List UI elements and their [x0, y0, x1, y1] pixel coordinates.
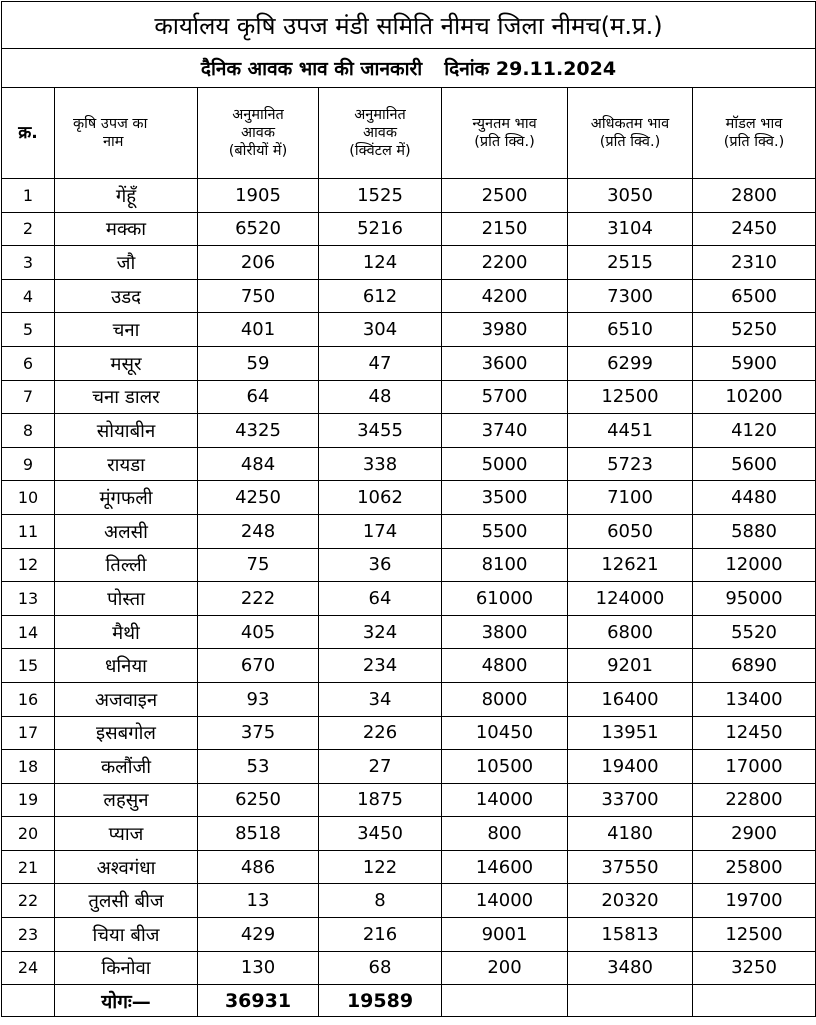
- arrival-bags-cell: 6520: [198, 212, 319, 246]
- arrival-quintal-cell: 338: [319, 447, 442, 481]
- modal-price-cell: 5600: [693, 447, 816, 481]
- modal-price-cell: 6500: [693, 279, 816, 313]
- header-modal-price: [693, 88, 816, 179]
- max-price-cell: 13951: [568, 716, 693, 750]
- arrival-quintal-cell: 124: [319, 246, 442, 280]
- table-row: [2, 918, 816, 952]
- min-price-cell: 3740: [442, 414, 568, 448]
- crop-name-cell: सोयाबीन: [55, 414, 198, 448]
- modal-price-cell: 17000: [693, 750, 816, 784]
- min-price-cell: 2200: [442, 246, 568, 280]
- arrival-bags-cell: 375: [198, 716, 319, 750]
- header-arrival-quintal-line-1: अनुमानित: [354, 107, 406, 123]
- crop-name-cell: मक्का: [55, 212, 198, 246]
- arrival-bags-cell: 59: [198, 346, 319, 380]
- serial-cell: 7: [2, 380, 55, 414]
- table-row: [2, 514, 816, 548]
- subtitle-text: दैनिक आवक भाव की जानकारी: [200, 58, 423, 80]
- crop-name-cell: अजवाइन: [55, 682, 198, 716]
- table-row: [2, 951, 816, 985]
- header-serial: क्र.: [2, 88, 55, 179]
- min-price-cell: 4800: [442, 649, 568, 683]
- serial-cell: 3: [2, 246, 55, 280]
- modal-price-cell: 12000: [693, 548, 816, 582]
- max-price-cell: 3050: [568, 179, 693, 213]
- crop-name-cell: रायडा: [55, 447, 198, 481]
- min-price-cell: 800: [442, 817, 568, 851]
- table-row: [2, 346, 816, 380]
- modal-price-cell: 5900: [693, 346, 816, 380]
- min-price-cell: 4200: [442, 279, 568, 313]
- min-price-cell: 8100: [442, 548, 568, 582]
- header-arrival-bags-line-3: (बोरीयों में): [228, 143, 288, 159]
- table-row: [2, 279, 816, 313]
- crop-name-cell: मसूर: [55, 346, 198, 380]
- total-empty-cell: [693, 985, 816, 1017]
- crop-name-cell: गेंहूँ: [55, 179, 198, 213]
- max-price-cell: 19400: [568, 750, 693, 784]
- office-title: कार्यालय कृषि उपज मंडी समिति नीमच जिला नीमच(म.प्र.): [2, 2, 816, 49]
- crop-name-cell: चना: [55, 313, 198, 347]
- modal-price-cell: 2450: [693, 212, 816, 246]
- crop-name-cell: जौ: [55, 246, 198, 280]
- crop-name-cell: मैथी: [55, 615, 198, 649]
- min-price-cell: 9001: [442, 918, 568, 952]
- total-empty-cell: [568, 985, 693, 1017]
- arrival-quintal-cell: 324: [319, 615, 442, 649]
- arrival-bags-cell: 4250: [198, 481, 319, 515]
- modal-price-cell: 5520: [693, 615, 816, 649]
- min-price-cell: 10450: [442, 716, 568, 750]
- serial-cell: 20: [2, 817, 55, 851]
- arrival-quintal-cell: 122: [319, 850, 442, 884]
- arrival-bags-cell: 93: [198, 682, 319, 716]
- arrival-bags-cell: 75: [198, 548, 319, 582]
- serial-cell: 16: [2, 682, 55, 716]
- table-row: [2, 783, 816, 817]
- min-price-cell: 14000: [442, 884, 568, 918]
- serial-cell: 15: [2, 649, 55, 683]
- crop-name-cell: तिल्ली: [55, 548, 198, 582]
- crop-name-cell: प्याज: [55, 817, 198, 851]
- arrival-bags-cell: 248: [198, 514, 319, 548]
- table-row: [2, 380, 816, 414]
- min-price-cell: 14600: [442, 850, 568, 884]
- arrival-quintal-cell: 64: [319, 582, 442, 616]
- serial-cell: 5: [2, 313, 55, 347]
- modal-price-cell: 2310: [693, 246, 816, 280]
- min-price-cell: 3600: [442, 346, 568, 380]
- min-price-cell: 5700: [442, 380, 568, 414]
- table-row: [2, 447, 816, 481]
- table-row: [2, 615, 816, 649]
- crop-name-cell: किनोवा: [55, 951, 198, 985]
- table-row: [2, 884, 816, 918]
- arrival-bags-cell: 222: [198, 582, 319, 616]
- max-price-cell: 9201: [568, 649, 693, 683]
- header-arrival-quintal-line-2: आवक: [362, 125, 398, 141]
- header-arrival-bags-line-1: अनुमानित: [232, 107, 284, 123]
- max-price-cell: 37550: [568, 850, 693, 884]
- serial-cell: 1: [2, 179, 55, 213]
- table-row: [2, 548, 816, 582]
- mandi-rate-table: [1, 1, 816, 1017]
- header-arrival-quintal-line-3: (क्विंटल में): [349, 143, 411, 159]
- max-price-cell: 3480: [568, 951, 693, 985]
- serial-cell: 12: [2, 548, 55, 582]
- serial-cell: 18: [2, 750, 55, 784]
- max-price-cell: 2515: [568, 246, 693, 280]
- serial-cell: 13: [2, 582, 55, 616]
- arrival-quintal-cell: 3455: [319, 414, 442, 448]
- arrival-bags-cell: 750: [198, 279, 319, 313]
- arrival-quintal-cell: 1525: [319, 179, 442, 213]
- modal-price-cell: 19700: [693, 884, 816, 918]
- modal-price-cell: 5250: [693, 313, 816, 347]
- min-price-cell: 3800: [442, 615, 568, 649]
- arrival-quintal-cell: 612: [319, 279, 442, 313]
- table-row: [2, 850, 816, 884]
- modal-price-cell: 2900: [693, 817, 816, 851]
- crop-name-cell: तुलसी बीज: [55, 884, 198, 918]
- crop-name-cell: अश्वगंधा: [55, 850, 198, 884]
- min-price-cell: 5000: [442, 447, 568, 481]
- table-row: [2, 179, 816, 213]
- max-price-cell: 124000: [568, 582, 693, 616]
- table-row: [2, 682, 816, 716]
- arrival-bags-cell: 64: [198, 380, 319, 414]
- modal-price-cell: 4120: [693, 414, 816, 448]
- max-price-cell: 7100: [568, 481, 693, 515]
- serial-cell: 14: [2, 615, 55, 649]
- header-min-price: [442, 88, 568, 179]
- serial-cell: 10: [2, 481, 55, 515]
- min-price-cell: 3980: [442, 313, 568, 347]
- serial-cell: 9: [2, 447, 55, 481]
- arrival-bags-cell: 401: [198, 313, 319, 347]
- min-price-cell: 10500: [442, 750, 568, 784]
- serial-cell: 21: [2, 850, 55, 884]
- max-price-cell: 3104: [568, 212, 693, 246]
- table-row: [2, 649, 816, 683]
- arrival-bags-cell: 486: [198, 850, 319, 884]
- total-serial-cell: [2, 985, 55, 1017]
- report-subtitle: [2, 49, 816, 88]
- table-row: [2, 750, 816, 784]
- max-price-cell: 12500: [568, 380, 693, 414]
- modal-price-cell: 6890: [693, 649, 816, 683]
- arrival-quintal-cell: 216: [319, 918, 442, 952]
- crop-name-cell: चिया बीज: [55, 918, 198, 952]
- arrival-bags-cell: 53: [198, 750, 319, 784]
- modal-price-cell: 10200: [693, 380, 816, 414]
- total-empty-cell: [442, 985, 568, 1017]
- arrival-quintal-cell: 68: [319, 951, 442, 985]
- max-price-cell: 33700: [568, 783, 693, 817]
- serial-cell: 22: [2, 884, 55, 918]
- crop-name-cell: उडद: [55, 279, 198, 313]
- modal-price-cell: 2800: [693, 179, 816, 213]
- max-price-cell: 5723: [568, 447, 693, 481]
- modal-price-cell: 25800: [693, 850, 816, 884]
- min-price-cell: 2500: [442, 179, 568, 213]
- modal-price-cell: 12500: [693, 918, 816, 952]
- modal-price-cell: 95000: [693, 582, 816, 616]
- serial-cell: 19: [2, 783, 55, 817]
- header-arrival-quintal: [319, 88, 442, 179]
- min-price-cell: 14000: [442, 783, 568, 817]
- crop-name-cell: धनिया: [55, 649, 198, 683]
- modal-price-cell: 12450: [693, 716, 816, 750]
- arrival-quintal-cell: 5216: [319, 212, 442, 246]
- arrival-bags-cell: 670: [198, 649, 319, 683]
- table-row: [2, 817, 816, 851]
- arrival-bags-cell: 405: [198, 615, 319, 649]
- report-date: दिनांक 29.11.2024: [444, 58, 617, 80]
- total-bags: 36931: [198, 985, 319, 1017]
- serial-cell: 24: [2, 951, 55, 985]
- arrival-quintal-cell: 3450: [319, 817, 442, 851]
- arrival-quintal-cell: 27: [319, 750, 442, 784]
- serial-cell: 4: [2, 279, 55, 313]
- header-crop-name-line-2: नाम: [103, 134, 124, 150]
- crop-name-cell: इसबगोल: [55, 716, 198, 750]
- arrival-bags-cell: 484: [198, 447, 319, 481]
- max-price-cell: 6299: [568, 346, 693, 380]
- modal-price-cell: 3250: [693, 951, 816, 985]
- arrival-quintal-cell: 47: [319, 346, 442, 380]
- max-price-cell: 6050: [568, 514, 693, 548]
- modal-price-cell: 4480: [693, 481, 816, 515]
- modal-price-cell: 13400: [693, 682, 816, 716]
- max-price-cell: 6800: [568, 615, 693, 649]
- modal-price-cell: 22800: [693, 783, 816, 817]
- arrival-bags-cell: 4325: [198, 414, 319, 448]
- max-price-cell: 7300: [568, 279, 693, 313]
- arrival-quintal-cell: 234: [319, 649, 442, 683]
- table-row: [2, 481, 816, 515]
- header-modal-price-line-1: मॉडल भाव: [725, 116, 783, 132]
- min-price-cell: 200: [442, 951, 568, 985]
- header-min-price-line-1: न्युनतम भाव: [472, 116, 537, 132]
- serial-cell: 6: [2, 346, 55, 380]
- arrival-quintal-cell: 174: [319, 514, 442, 548]
- min-price-cell: 61000: [442, 582, 568, 616]
- table-row: [2, 716, 816, 750]
- table-row: [2, 212, 816, 246]
- total-quintal: 19589: [319, 985, 442, 1017]
- table-row: [2, 414, 816, 448]
- min-price-cell: 2150: [442, 212, 568, 246]
- serial-cell: 2: [2, 212, 55, 246]
- total-label: योगः—: [55, 985, 198, 1017]
- min-price-cell: 8000: [442, 682, 568, 716]
- crop-name-cell: चना डालर: [55, 380, 198, 414]
- arrival-quintal-cell: 1875: [319, 783, 442, 817]
- max-price-cell: 4180: [568, 817, 693, 851]
- header-arrival-bags: [198, 88, 319, 179]
- min-price-cell: 3500: [442, 481, 568, 515]
- header-max-price-line-1: अधिकतम भाव: [590, 116, 670, 132]
- arrival-bags-cell: 8518: [198, 817, 319, 851]
- header-arrival-bags-line-2: आवक: [240, 125, 276, 141]
- table-row: [2, 582, 816, 616]
- table-row: [2, 246, 816, 280]
- modal-price-cell: 5880: [693, 514, 816, 548]
- arrival-quintal-cell: 34: [319, 682, 442, 716]
- crop-name-cell: अलसी: [55, 514, 198, 548]
- header-min-price-line-2: (प्रति क्वि.): [474, 134, 535, 150]
- min-price-cell: 5500: [442, 514, 568, 548]
- arrival-bags-cell: 13: [198, 884, 319, 918]
- arrival-bags-cell: 6250: [198, 783, 319, 817]
- header-max-price: [568, 88, 693, 179]
- arrival-bags-cell: 130: [198, 951, 319, 985]
- arrival-quintal-cell: 48: [319, 380, 442, 414]
- serial-cell: 23: [2, 918, 55, 952]
- serial-cell: 11: [2, 514, 55, 548]
- table-row: [2, 313, 816, 347]
- crop-name-cell: मूंगफली: [55, 481, 198, 515]
- max-price-cell: 6510: [568, 313, 693, 347]
- arrival-quintal-cell: 36: [319, 548, 442, 582]
- arrival-quintal-cell: 1062: [319, 481, 442, 515]
- arrival-bags-cell: 206: [198, 246, 319, 280]
- arrival-quintal-cell: 226: [319, 716, 442, 750]
- arrival-bags-cell: 1905: [198, 179, 319, 213]
- max-price-cell: 20320: [568, 884, 693, 918]
- arrival-quintal-cell: 8: [319, 884, 442, 918]
- header-modal-price-line-2: (प्रति क्वि.): [723, 134, 785, 150]
- serial-cell: 8: [2, 414, 55, 448]
- arrival-quintal-cell: 304: [319, 313, 442, 347]
- max-price-cell: 12621: [568, 548, 693, 582]
- max-price-cell: 16400: [568, 682, 693, 716]
- arrival-bags-cell: 429: [198, 918, 319, 952]
- crop-name-cell: कलौंजी: [55, 750, 198, 784]
- serial-cell: 17: [2, 716, 55, 750]
- crop-name-cell: पोस्ता: [55, 582, 198, 616]
- header-crop-name-line-1: कृषि उपज का: [73, 116, 148, 132]
- header-max-price-line-2: (प्रति क्वि.): [599, 134, 661, 150]
- crop-name-cell: लहसुन: [55, 783, 198, 817]
- header-crop-name: [55, 88, 198, 179]
- max-price-cell: 4451: [568, 414, 693, 448]
- max-price-cell: 15813: [568, 918, 693, 952]
